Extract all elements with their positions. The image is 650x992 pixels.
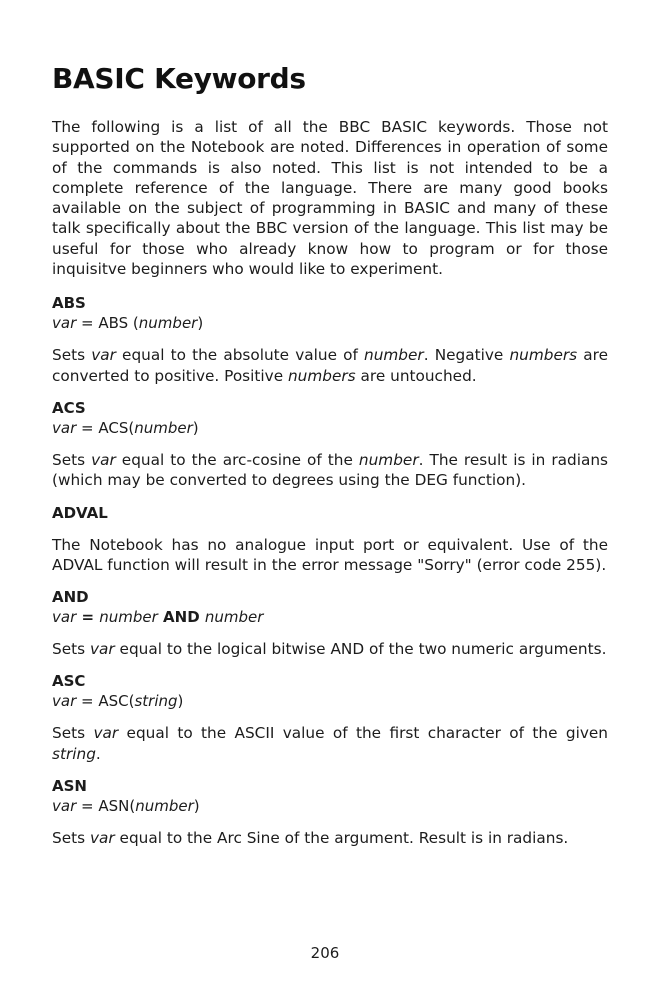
keyword-heading: AND xyxy=(52,588,89,607)
keyword-description: The Notebook has no analogue input port or equivalent. Use of the ADVAL function will result in the error message "Sorry" (error code 255). xyxy=(52,535,608,574)
keyword-description: Sets var equal to the arc-cosine of the number. The result is in radians (which may be converted to degrees using the DEG function). xyxy=(52,450,609,490)
keyword-entry-asn xyxy=(52,776,608,848)
keyword-syntax: var = ASN(number) xyxy=(52,797,200,816)
intro-paragraph: The following is a list of all the BBC BASIC keywords. Those not supported on the Notebook are noted. Differences in operation of some of the commands is also noted. This list is not intended to be a complete reference of the language. There are many good books available on the subject of programming in BASIC and many of these talk specifically about the BBC version of the language. This list may be useful for those who already know how to program or for those inquisitve beginners who would like to experiment. xyxy=(52,118,608,279)
keyword-heading: ACS xyxy=(52,398,86,417)
keyword-heading: ABS xyxy=(52,294,86,313)
keyword-description: Sets var equal to the absolute value of number. Negative numbers are converted to positive. Positive numbers are untouched. xyxy=(52,346,609,385)
keyword-entry-acs xyxy=(52,398,608,491)
keyword-entry-asc xyxy=(52,671,608,764)
keyword-entry-and xyxy=(52,587,608,659)
keyword-entry-adval xyxy=(52,503,608,576)
keyword-description: Sets var equal to the Arc Sine of the argument. Result is in radians. xyxy=(52,829,569,848)
keyword-syntax: var = ASC(string) xyxy=(52,692,184,711)
page-title: BASIC Keywords xyxy=(52,62,306,95)
page-number: 206 xyxy=(310,944,340,962)
keyword-heading: ASN xyxy=(52,777,87,796)
keyword-description: Sets var equal to the logical bitwise AND of the two numeric arguments. xyxy=(52,640,607,659)
keyword-heading: ASC xyxy=(52,672,86,691)
keyword-syntax: var = number AND number xyxy=(52,608,264,627)
keyword-syntax: var = ACS(number) xyxy=(52,418,199,437)
keyword-syntax: var = ABS (number) xyxy=(52,314,204,333)
keyword-entry-abs xyxy=(52,293,608,386)
keyword-description: Sets var equal to the ASCII value of the first character of the given string. xyxy=(52,724,608,763)
keyword-heading: ADVAL xyxy=(52,503,108,522)
